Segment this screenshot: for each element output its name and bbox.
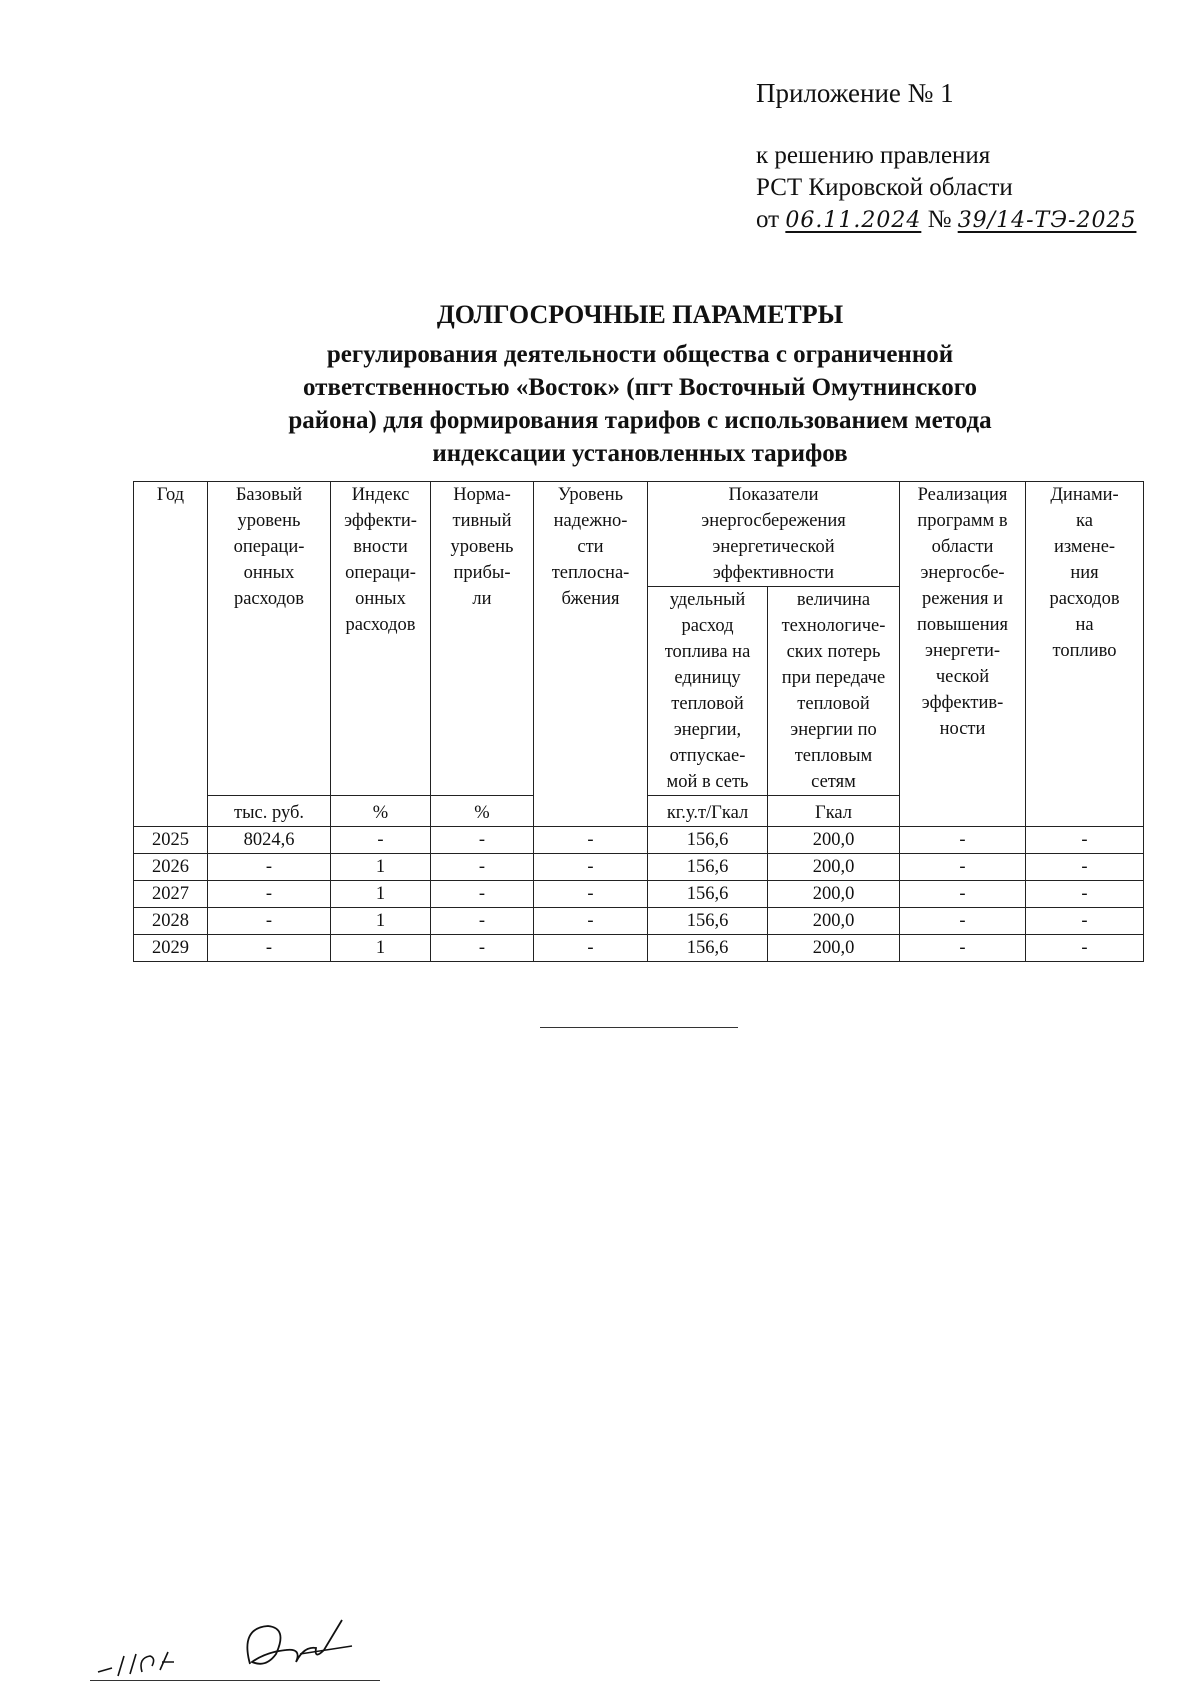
table-body xyxy=(134,827,1144,962)
cell-losses: 200,0 xyxy=(768,854,900,881)
header-line: ности xyxy=(939,719,986,739)
cell-reliability: - xyxy=(534,881,648,908)
header-line: ли xyxy=(472,589,492,609)
header-line: расходов xyxy=(233,589,305,609)
header-line: топливо xyxy=(1052,641,1117,661)
cell-profit: - xyxy=(431,881,534,908)
col-base-header xyxy=(208,482,331,796)
col-profit-header xyxy=(431,482,534,796)
header-line: онных xyxy=(243,563,295,583)
header-line: эффекти- xyxy=(344,511,417,531)
table-row xyxy=(134,881,1144,908)
table-row xyxy=(134,854,1144,881)
table-row xyxy=(134,827,1144,854)
cell-year: 2029 xyxy=(134,935,208,962)
header-line: на xyxy=(1075,615,1094,635)
title-line: ответственностью «Восток» (пгт Восточный Омутнинского xyxy=(303,374,977,401)
cell-index: - xyxy=(331,827,431,854)
cell-reliability: - xyxy=(534,827,648,854)
header-line: энергосбе- xyxy=(920,563,1005,583)
title-line: индексации установленных тарифов xyxy=(432,440,848,467)
col-reliability-header xyxy=(534,482,648,827)
ref-line-1: к решению правления xyxy=(756,142,991,169)
col-fuel-header xyxy=(648,587,768,796)
cell-index: 1 xyxy=(331,908,431,935)
unit-fuel: кг.у.т/Гкал xyxy=(648,796,768,827)
cell-fuel: 156,6 xyxy=(648,881,768,908)
header-line: эффектив- xyxy=(921,693,1004,713)
cell-dynamics: - xyxy=(1026,908,1144,935)
col-energy-group-header xyxy=(648,482,900,587)
cell-profit: - xyxy=(431,854,534,881)
header-line: бжения xyxy=(561,589,620,609)
header-line: Показатели xyxy=(728,485,819,505)
cell-losses: 200,0 xyxy=(768,908,900,935)
col-year-header: Год xyxy=(134,482,208,827)
header-line: надежно- xyxy=(553,511,628,531)
cell-year: 2026 xyxy=(134,854,208,881)
header-line: области xyxy=(931,537,994,557)
ref-line-3 xyxy=(756,204,1136,237)
header-line: отпускае- xyxy=(669,746,746,766)
cell-dynamics: - xyxy=(1026,854,1144,881)
header-line: расходов xyxy=(345,615,416,635)
cell-fuel: 156,6 xyxy=(648,827,768,854)
header-line: ния xyxy=(1070,563,1099,583)
cell-losses: 200,0 xyxy=(768,881,900,908)
header-line: режения и xyxy=(921,589,1004,609)
header-line: при передаче xyxy=(781,668,886,688)
cell-base: - xyxy=(208,881,331,908)
cell-base: - xyxy=(208,935,331,962)
header-line: тепловым xyxy=(794,746,873,766)
header-line: Динами- xyxy=(1050,485,1119,505)
cell-reliability: - xyxy=(534,908,648,935)
header-line: расход xyxy=(681,616,734,636)
header-line: Индекс xyxy=(351,485,410,505)
cell-programs: - xyxy=(900,854,1026,881)
header-line: топлива на xyxy=(664,642,751,662)
cell-losses: 200,0 xyxy=(768,935,900,962)
parameters-table xyxy=(133,481,1144,962)
end-divider xyxy=(540,1027,738,1028)
title-line: регулирования деятельности общества с ограниченной xyxy=(326,341,954,368)
cell-year: 2027 xyxy=(134,881,208,908)
header-line: энергии по xyxy=(790,720,877,740)
header-line: вности xyxy=(353,537,408,557)
cell-reliability: - xyxy=(534,935,648,962)
unit-profit: % xyxy=(431,796,534,827)
header-line: технологиче- xyxy=(781,616,886,636)
decision-reference xyxy=(756,140,1136,237)
handwritten-decision-number: 39/14-ТЭ-2025 xyxy=(957,208,1137,233)
header-line: операци- xyxy=(345,563,416,583)
handwritten-date: 06.11.2024 xyxy=(785,208,922,233)
cell-dynamics: - xyxy=(1026,827,1144,854)
header-line: эффективности xyxy=(712,563,835,583)
header-line: уровень xyxy=(237,511,301,531)
header-line: сетям xyxy=(811,772,856,792)
header-line: операци- xyxy=(233,537,305,557)
header-line: энергосбережения xyxy=(701,511,846,531)
cell-programs: - xyxy=(900,935,1026,962)
title-line: района) для формирования тарифов с использованием метода xyxy=(288,407,992,434)
title-subtitle xyxy=(120,338,1160,470)
cell-programs: - xyxy=(900,908,1026,935)
cell-index: 1 xyxy=(331,854,431,881)
cell-fuel: 156,6 xyxy=(648,908,768,935)
cell-year: 2028 xyxy=(134,908,208,935)
header-line: Реализация xyxy=(917,485,1008,505)
header-line: программ в xyxy=(917,511,1008,531)
header-line: удельный xyxy=(669,590,746,610)
cell-profit: - xyxy=(431,827,534,854)
title-main: ДОЛГОСРОЧНЫЕ ПАРАМЕТРЫ xyxy=(436,300,844,329)
header-line: ческой xyxy=(935,667,990,687)
ref-line-2: РСТ Кировской области xyxy=(756,174,1013,201)
cell-base: - xyxy=(208,854,331,881)
header-line: прибы- xyxy=(453,563,511,583)
col-index-header xyxy=(331,482,431,796)
cell-profit: - xyxy=(431,908,534,935)
cell-year: 2025 xyxy=(134,827,208,854)
cell-losses: 200,0 xyxy=(768,827,900,854)
header-row xyxy=(134,482,1144,587)
header-line: уровень xyxy=(450,537,514,557)
unit-losses: Гкал xyxy=(768,796,900,827)
cell-programs: - xyxy=(900,827,1026,854)
cell-base: 8024,6 xyxy=(208,827,331,854)
number-sign: № xyxy=(927,206,952,233)
header-line: ских потерь xyxy=(786,642,881,662)
header-line: тепловой xyxy=(671,694,744,714)
cell-dynamics: - xyxy=(1026,881,1144,908)
header-line: измене- xyxy=(1053,537,1116,557)
document-title xyxy=(120,300,1160,470)
header-line: Базовый xyxy=(235,485,303,505)
header-line: теплосна- xyxy=(551,563,630,583)
cell-dynamics: - xyxy=(1026,935,1144,962)
header-line: онных xyxy=(355,589,406,609)
header-line: энергетической xyxy=(712,537,835,557)
handwritten-signature xyxy=(90,1600,390,1690)
header-line: Норма- xyxy=(453,485,511,505)
header-line: единицу xyxy=(674,668,741,688)
header-line: мой в сеть xyxy=(666,772,749,792)
cell-programs: - xyxy=(900,881,1026,908)
header-line: тивный xyxy=(452,511,512,531)
appendix-label: Приложение № 1 xyxy=(756,78,954,108)
signature-area xyxy=(90,1600,390,1690)
col-losses-header xyxy=(768,587,900,796)
header-line: Уровень xyxy=(557,485,624,505)
col-programs-header xyxy=(900,482,1026,827)
unit-base: тыс. руб. xyxy=(208,796,331,827)
unit-index: % xyxy=(331,796,431,827)
cell-base: - xyxy=(208,908,331,935)
header-line: сти xyxy=(577,537,604,557)
cell-fuel: 156,6 xyxy=(648,935,768,962)
table-row xyxy=(134,935,1144,962)
table-row xyxy=(134,908,1144,935)
cell-reliability: - xyxy=(534,854,648,881)
cell-fuel: 156,6 xyxy=(648,854,768,881)
header-line: ка xyxy=(1076,511,1093,531)
cell-profit: - xyxy=(431,935,534,962)
from-prefix: от xyxy=(756,206,780,233)
header-line: тепловой xyxy=(797,694,870,714)
cell-index: 1 xyxy=(331,881,431,908)
header-line: расходов xyxy=(1049,589,1120,609)
col-dynamics-header xyxy=(1026,482,1144,827)
header-line: энергии, xyxy=(673,720,742,740)
header-line: повышения xyxy=(916,615,1009,635)
signature-underline xyxy=(90,1680,380,1681)
header-line: энергети- xyxy=(925,641,1001,661)
header-line: величина xyxy=(796,590,871,610)
cell-index: 1 xyxy=(331,935,431,962)
